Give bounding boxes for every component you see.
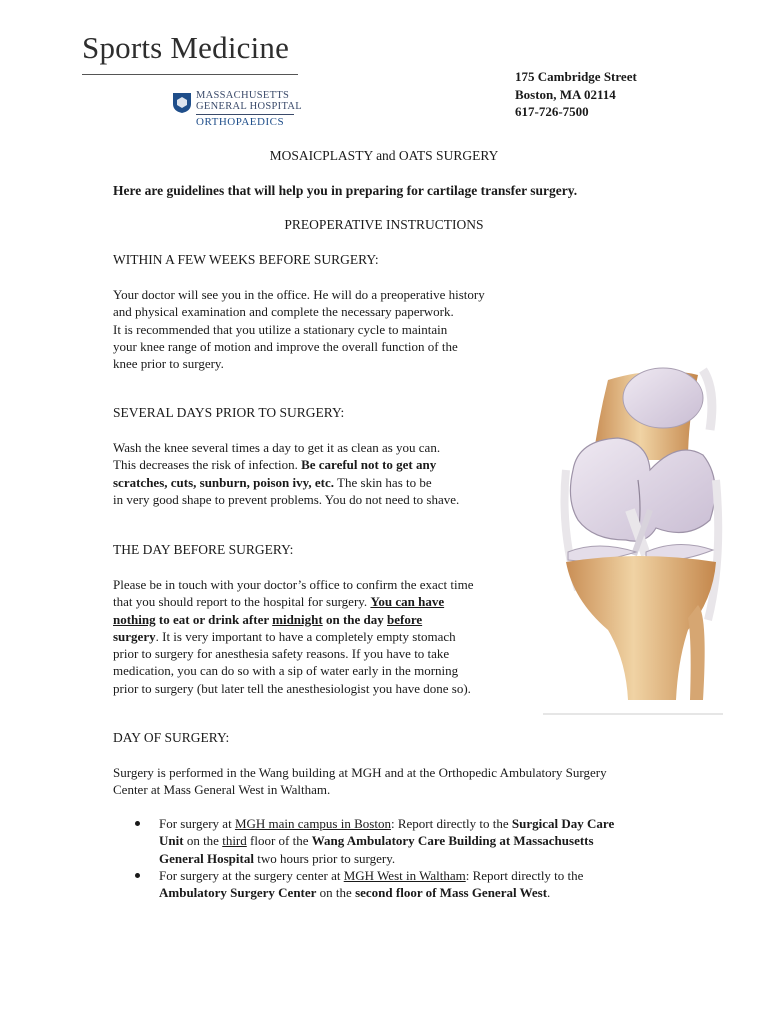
text-line: and physical examination and complete the necessary paperwork. — [113, 304, 454, 320]
text-span: : Report directly to the — [465, 867, 584, 883]
text-span: on the — [183, 833, 223, 849]
text-line: Wash the knee several times a day to get it as clean as you can. — [113, 440, 441, 455]
text-span: that you should report to the hospital for surgery. — [113, 594, 371, 610]
text-line: Please be in touch with your doctor’s office to confirm the exact time — [113, 577, 474, 592]
emphasis-text: You can have — [370, 594, 445, 610]
location-text: Wang Ambulatory Care Building at Massachusetts — [311, 833, 594, 849]
warning-text: Be careful not to get any — [301, 457, 437, 473]
hospital-logo — [172, 88, 322, 132]
text-line — [113, 611, 474, 628]
document-title: MOSAICPLASTY and OATS SURGERY — [269, 148, 499, 163]
text-line: It is recommended that you utilize a stationary cycle to maintain — [113, 321, 448, 337]
text-span: two hours prior to surgery. — [253, 850, 396, 866]
text-span: This decreases the risk of infection. — [113, 457, 302, 473]
text-line: prior to surgery (but later tell the anesthesiologist you have done so). — [113, 680, 471, 696]
text-line: medication, you can do so with a sip of water early in the morning — [113, 663, 459, 679]
text-line: prior to surgery for anesthesia safety reasons. If you have to take — [113, 646, 450, 662]
text-line: your knee range of motion and improve the overall function of the — [113, 338, 458, 354]
emphasis-text: third — [222, 833, 247, 849]
text-span: to eat or drink after — [155, 611, 273, 627]
heading-day-before: THE DAY BEFORE SURGERY: — [113, 542, 294, 557]
brand-title: Sports Medicine — [82, 30, 290, 65]
location-link-text: MGH West in Waltham — [343, 867, 466, 883]
list-item — [159, 815, 614, 867]
paragraph-day-before — [113, 576, 474, 697]
text-span: : Report directly to the — [390, 816, 512, 831]
location-text: Surgical Day Care — [511, 816, 615, 831]
location-text: Ambulatory Surgery Center — [159, 885, 317, 901]
emphasis-text: nothing — [113, 611, 156, 627]
text-span: The skin has to be — [334, 474, 432, 490]
shield-icon — [172, 92, 192, 114]
brand-divider — [82, 74, 298, 75]
text-span: For surgery at the surgery center at — [159, 867, 344, 883]
location-text: Unit — [159, 833, 184, 849]
text-line — [159, 884, 614, 901]
text-span: floor of the — [246, 833, 312, 849]
address-block — [515, 68, 637, 121]
paragraph-weeks-before — [113, 286, 485, 372]
address-phone: 617-726-7500 — [515, 104, 589, 119]
text-span: on the — [316, 885, 356, 901]
text-line — [159, 867, 614, 884]
bullet-icon — [135, 873, 140, 878]
text-line — [113, 456, 459, 473]
heading-days-before: SEVERAL DAYS PRIOR TO SURGERY: — [113, 405, 345, 420]
emphasis-text: surgery — [113, 628, 156, 644]
location-link-text: MGH main campus in Boston — [234, 816, 391, 831]
logo-department: ORTHOPAEDICS — [196, 116, 285, 128]
paragraph-days-before — [113, 439, 459, 508]
text-line — [113, 628, 474, 645]
heading-weeks-before: WITHIN A FEW WEEKS BEFORE SURGERY: — [113, 252, 379, 267]
location-text: second floor of Mass General West — [355, 885, 548, 901]
bullet-icon — [135, 821, 140, 826]
text-line — [113, 593, 474, 610]
text-line: in very good shape to prevent problems. You do not need to shave. — [113, 491, 460, 507]
text-span: . — [547, 885, 551, 901]
text-line — [159, 815, 614, 832]
knee-anatomy-illustration — [538, 360, 728, 720]
location-text: General Hospital — [159, 850, 254, 866]
list-item — [159, 867, 614, 902]
emphasis-text: before — [387, 611, 423, 627]
text-line — [113, 474, 459, 491]
text-line — [159, 850, 614, 867]
paragraph-day-of — [113, 764, 607, 799]
address-city: Boston, MA 02114 — [515, 86, 616, 102]
text-line: Your doctor will see you in the office. He will do a preoperative history — [113, 287, 485, 302]
emphasis-text: midnight — [272, 611, 323, 627]
intro-text: Here are guidelines that will help you in preparing for cartilage transfer surgery. — [113, 183, 578, 198]
text-line — [159, 832, 614, 849]
text-span: For surgery at — [159, 816, 235, 831]
logo-line-2: GENERAL HOSPITAL — [196, 101, 302, 112]
section-title: PREOPERATIVE INSTRUCTIONS — [284, 217, 484, 232]
text-line: knee prior to surgery. — [113, 356, 224, 372]
text-line: Surgery is performed in the Wang building at MGH and at the Orthopedic Ambulatory Surgery — [113, 765, 607, 780]
text-span: . It is very important to have a completely empty stomach — [155, 628, 456, 644]
text-span: on the day — [322, 611, 388, 627]
heading-day-of: DAY OF SURGERY: — [113, 730, 230, 745]
text-line: Center at Mass General West in Waltham. — [113, 782, 331, 798]
warning-text: scratches, cuts, sunburn, poison ivy, etc. — [113, 474, 335, 490]
bullet-list — [159, 815, 614, 901]
address-street: 175 Cambridge Street — [515, 69, 637, 84]
logo-line-1: MASSACHUSETTS — [196, 90, 290, 101]
logo-divider — [196, 114, 294, 115]
